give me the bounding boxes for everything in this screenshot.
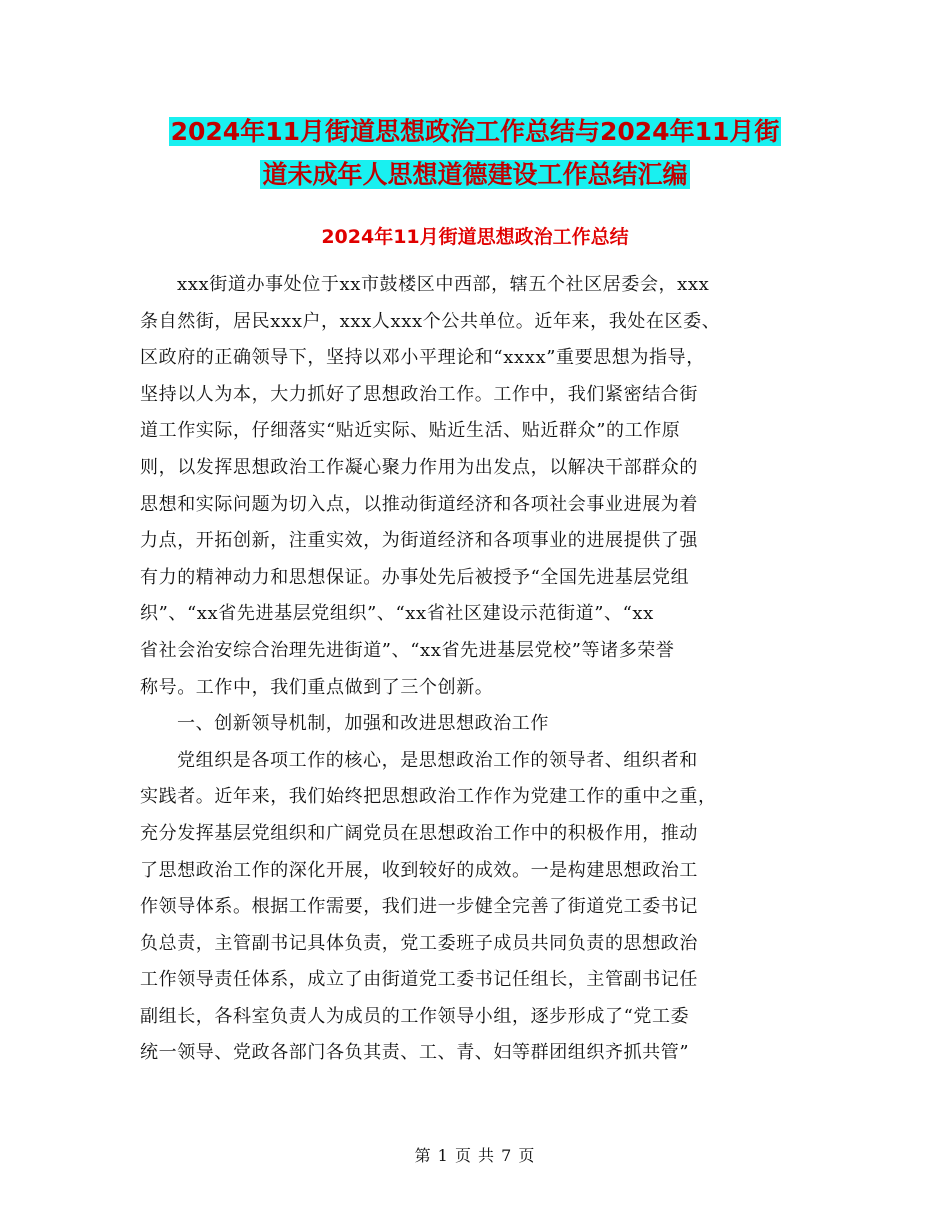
text-line: 作领导体系。根据工作需要，我们进一步健全完善了街道党工委书记 <box>140 896 698 918</box>
text-line: 则，以发挥思想政治工作凝心聚力作用为出发点，以解决干部群众的 <box>140 456 698 478</box>
page-footer: 第 1 页 共 7 页 <box>414 1146 536 1165</box>
text-line: 坚持以人为本，大力抓好了思想政治工作。工作中，我们紧密结合街 <box>140 383 698 405</box>
text-line: xxx街道办事处位于xx市鼓楼区中西部，辖五个社区居委会，xxx <box>177 274 710 295</box>
text-line: 力点，开拓创新，注重实效，为街道经济和各项事业的进展提供了强 <box>140 530 698 552</box>
text-line: 了思想政治工作的深化开展，收到较好的成效。一是构建思想政治工 <box>140 859 698 881</box>
text-line: 有力的精神动力和思想保证。办事处先后被授予“全国先进基层党组 <box>140 566 690 588</box>
text-line: 省社会治安综合治理先进街道”、“xx省先进基层党校”等诸多荣誉 <box>140 639 675 661</box>
text-line: 充分发挥基层党组织和广阔党员在思想政治工作中的积极作用，推动 <box>140 822 698 844</box>
text-line: 思想和实际问题为切入点，以推动街道经济和各项社会事业进展为着 <box>140 493 698 515</box>
text-line: 道工作实际，仔细落实“贴近实际、贴近生活、贴近群众”的工作原 <box>140 420 681 442</box>
document-title-line-2: 道未成年人思想道德建设工作总结汇编 <box>262 160 688 189</box>
text-line: 称号。工作中，我们重点做到了三个创新。 <box>140 676 494 698</box>
text-line: 统一领导、党政各部门各负其责、工、青、妇等群团组织齐抓共管” <box>140 1042 690 1064</box>
text-line: 负总责，主管副书记具体负责，党工委班子成员共同负责的思想政治 <box>140 932 698 954</box>
section-title: 2024年11月街道思想政治工作总结 <box>321 226 629 248</box>
body-text <box>140 267 820 1072</box>
text-line: 副组长，各科室负责人为成员的工作领导小组，逐步形成了“党工委 <box>140 1005 690 1027</box>
text-line: 党组织是各项工作的核心，是思想政治工作的领导者、组织者和 <box>177 749 698 771</box>
text-line: 实践者。近年来，我们始终把思想政治工作作为党建工作的重中之重， <box>140 786 717 808</box>
text-line: 条自然街，居民xxx户，xxx人xxx个公共单位。近年来，我处在区委、 <box>140 310 721 332</box>
text-line: 区政府的正确领导下，坚持以邓小平理论和“xxxx”重要思想为指导， <box>140 347 705 369</box>
text-line: 工作领导责任体系，成立了由街道党工委书记任组长，主管副书记任 <box>140 969 698 991</box>
text-line: 织”、“xx省先进基层党组织”、“xx省社区建设示范街道”、“xx <box>140 603 654 625</box>
document-title-line-1: 2024年11月街道思想政治工作总结与2024年11月街 <box>170 117 780 146</box>
subheading-line: 一、创新领导机制，加强和改进思想政治工作 <box>177 713 549 735</box>
